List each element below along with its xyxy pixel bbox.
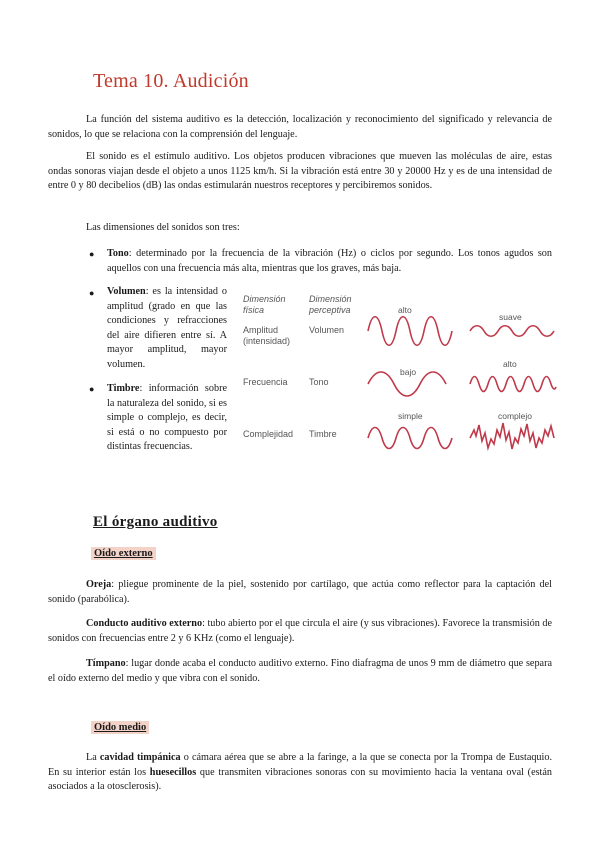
term-volumen: Volumen (107, 286, 146, 297)
figure-row1-physical-line2: (intensidad) (243, 336, 291, 346)
text-volumen: : es la intensidad o amplitud (grado en que las condiciones y refracciones del aire difieren entre sí. A mayor amplitud, mayor volumen. (107, 286, 227, 370)
term-cavidad-timpanica: cavidad timpánica (99, 752, 181, 763)
wave-label-alto-amplitude: alto (398, 305, 412, 315)
figure-col1-header-line1: Dimensión (243, 294, 286, 304)
middle-ear-text-start: La (86, 752, 100, 763)
outer-ear-item-oreja (48, 578, 552, 607)
bullet-dot: ● (89, 249, 95, 259)
middle-ear-paragraph (48, 751, 552, 795)
outer-ear-item-timpano (48, 657, 552, 686)
figure-row1-physical-line1: Amplitud (243, 325, 279, 335)
wave-label-bajo-visible: bajo (400, 367, 417, 377)
text-tono: : determinado por la frecuencia de la vibración (Hz) o ciclos por segundo. Los tonos agudos son aquellos con una frecuencia más alta, mientras que los graves, más baja. (107, 248, 552, 274)
figure-col2-header-line2: perceptiva (309, 305, 351, 315)
middle-ear-text-end: que transmiten vibraciones sonoras con su movimiento hacia la ventana oval (están asociados a la otosclerosis). (48, 766, 552, 793)
wave-high-amplitude (368, 317, 452, 346)
sound-dimensions-figure (240, 292, 565, 467)
figure-col1-header-line2: física (243, 305, 265, 315)
bullet-volumen (107, 285, 227, 373)
figure-row3-physical: Complejidad (243, 429, 294, 439)
figure-row3-perceptual: Timbre (309, 429, 337, 439)
section-heading (93, 514, 218, 531)
wave-label-alto-frequency: alto (503, 359, 517, 369)
wave-high-frequency (470, 377, 556, 392)
wave-simple (368, 428, 452, 449)
bullet-dot: ● (89, 288, 95, 298)
wave-label-complejo: complejo (498, 411, 533, 421)
term-timpano: Tímpano (86, 658, 126, 669)
text-timbre: : información sobre la naturaleza del sonido, si es simple o complejo, es decir, si está o no compuesto por distintas frecuencias. (107, 383, 227, 453)
wave-low-amplitude (470, 326, 554, 337)
figure-col2-header-line1: Dimensión (309, 294, 352, 304)
middle-ear-heading: Oído medio (91, 721, 149, 734)
text-oreja: : pliegue prominente de la piel, sostenido por cartílago, que actúa como reflector para la captación del sonido (parabólica). (48, 579, 552, 605)
wave-label-suave: suave (499, 312, 522, 322)
figure-row2-physical: Frecuencia (243, 377, 288, 387)
wave-complex (470, 423, 554, 449)
term-conducto: Conducto auditivo externo (86, 618, 203, 629)
bullet-dot: ● (89, 384, 95, 394)
term-huesecillos: huesecillos (149, 766, 197, 778)
text-conducto: : tubo abierto por el que circula el aire (y sus vibraciones). Favorece la transmisión de sonidos con frecuencias entre 2 y 6 KHz (como el lenguaje). (48, 618, 553, 644)
text-timpano: : lugar donde acaba el conducto auditivo externo. Fino diafragma de unos 9 mm de diámetro que separa el oído externo del medio y que vibra con el sonido. (48, 658, 552, 684)
term-tono: Tono (107, 248, 129, 259)
intro-paragraph-3: Las dimensiones del sonidos son tres: (86, 222, 240, 233)
bullet-timbre (107, 382, 227, 455)
figure-row2-perceptual: Tono (309, 377, 329, 387)
middle-ear-text-mid: o cámara aérea que se abre a la faringe, a la que se conecta por la Trompa de Eustaquio. En su interior están los (48, 752, 552, 778)
intro-paragraph-1: La función del sistema auditivo es la detección, localización y reconocimiento del significado y relevancia de sonidos, lo que se relaciona con la comprensión del lenguaje. (48, 114, 552, 140)
page-title: Tema 10. Audición (93, 70, 249, 92)
figure-row1-perceptual: Volumen (309, 325, 345, 335)
bullet-tono (107, 247, 552, 276)
outer-ear-heading: Oído externo (91, 547, 156, 560)
wave-label-simple: simple (398, 411, 423, 421)
section-heading-text: El órgano auditivo (93, 514, 218, 530)
outer-ear-item-conducto (48, 617, 552, 646)
term-oreja: Oreja (86, 579, 112, 590)
term-timbre: Timbre (107, 383, 140, 394)
intro-paragraph-2: El sonido es el estímulo auditivo. Los objetos producen vibraciones que mueven las moléculas de aire, estas ondas sonoras viajan desde el objeto a unos 1125 km/h. Si la vibración está entre 30 y 20000 Hz y es de una intensidad de entre 0 y 80 decibelios (dB) las ondas estimularán nuestros receptores y percibiremos sonidos. (48, 151, 552, 192)
